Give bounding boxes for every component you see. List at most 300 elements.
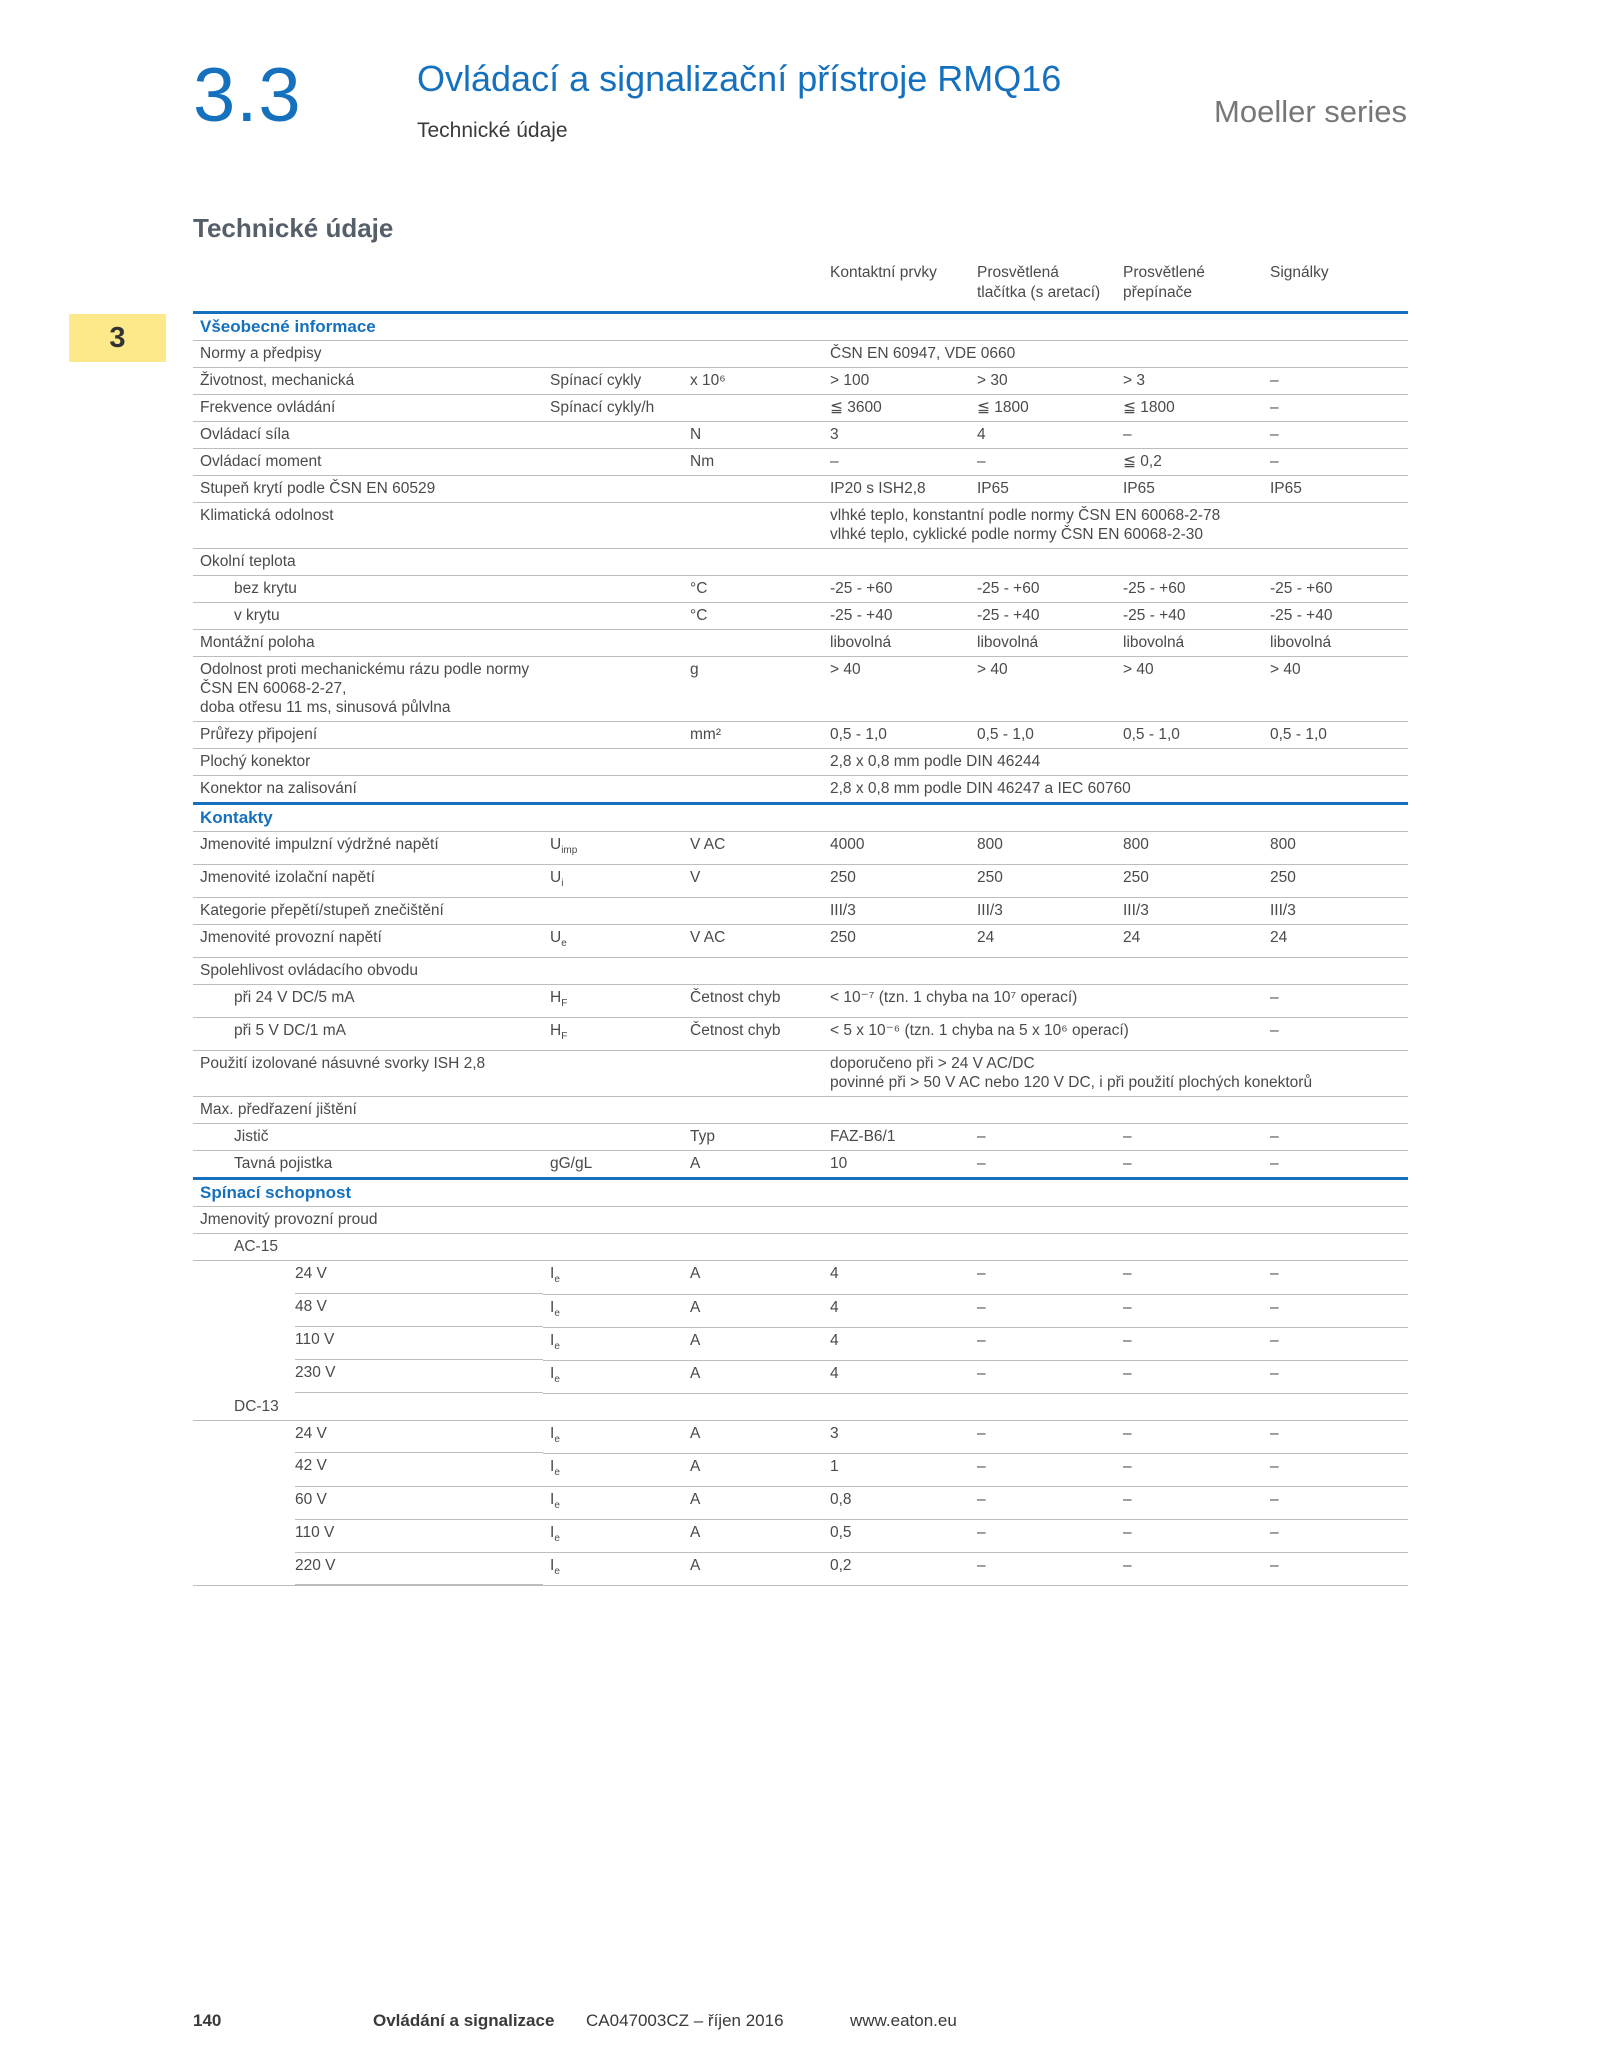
value-cell: ≦ 0,2 — [1116, 449, 1263, 476]
unit-cell: Četnost chyb — [683, 985, 823, 1018]
param-cell — [543, 1124, 683, 1151]
unit-cell — [683, 503, 823, 549]
symbol: I — [550, 1457, 555, 1475]
value-cell: 0,5 - 1,0 — [823, 722, 970, 749]
value-cell: – — [1263, 395, 1408, 422]
table-row — [193, 865, 1408, 898]
table-row — [193, 341, 1408, 368]
param-cell — [543, 476, 683, 503]
row-label: při 24 V DC/5 mA — [193, 985, 543, 1018]
symbol-cell — [543, 1487, 683, 1520]
table-row — [193, 1294, 1408, 1327]
value-cell: IP20 s ISH2,8 — [823, 476, 970, 503]
table-row — [193, 576, 1408, 603]
row-label: Jmenovitý provozní proud — [193, 1207, 1408, 1234]
symbol-cell — [543, 1360, 683, 1393]
value-cell: > 40 — [1263, 657, 1408, 722]
unit-cell: °C — [683, 576, 823, 603]
value-cell: -25 - +60 — [970, 576, 1116, 603]
row-label: při 5 V DC/1 mA — [193, 1018, 543, 1051]
value-cell: – — [1263, 1261, 1408, 1294]
unit-cell: V AC — [683, 832, 823, 865]
table-row — [193, 630, 1408, 657]
symbol-cell — [543, 1520, 683, 1553]
value-cell: 0,8 — [823, 1487, 970, 1520]
symbol: I — [550, 1331, 555, 1349]
value-cell: – — [970, 1261, 1116, 1294]
table-row — [193, 1151, 1408, 1179]
value-cell: -25 - +60 — [1263, 576, 1408, 603]
unit-cell: mm² — [683, 722, 823, 749]
chapter-side-tab: 3 — [69, 314, 166, 362]
value-cell: – — [1263, 368, 1408, 395]
symbol-subscript: i — [561, 878, 564, 890]
row-label — [193, 1520, 543, 1553]
value-cell: 2,8 x 0,8 mm podle DIN 46244 — [823, 749, 1408, 776]
unit-cell: A — [683, 1360, 823, 1393]
value-cell: 250 — [823, 925, 970, 958]
value-cell: 3 — [823, 1420, 970, 1453]
value-cell: 0,5 - 1,0 — [1116, 722, 1263, 749]
value-cell: – — [1116, 1487, 1263, 1520]
unit-cell: A — [683, 1453, 823, 1486]
table-row — [193, 476, 1408, 503]
param-cell — [543, 422, 683, 449]
value-cell: 10 — [823, 1151, 970, 1179]
text-line: doba otřesu 11 ms, sinusová půlvlna — [200, 699, 451, 716]
value-cell: III/3 — [1263, 898, 1408, 925]
param-cell — [543, 657, 683, 722]
value-cell: 250 — [1116, 865, 1263, 898]
param-cell — [543, 630, 683, 657]
table-row — [193, 985, 1408, 1018]
table-row — [193, 1327, 1408, 1360]
page-number: 140 — [193, 2011, 222, 2030]
row-label — [193, 1420, 543, 1453]
unit-cell: A — [683, 1487, 823, 1520]
table-row — [193, 313, 1408, 341]
table-row — [193, 1487, 1408, 1520]
value-cell: 4 — [970, 422, 1116, 449]
symbol: I — [550, 1557, 555, 1575]
voltage-label: 42 V — [295, 1457, 327, 1475]
symbol: U — [550, 869, 562, 887]
text-line: Odolnost proti mechanickému rázu podle normy — [200, 661, 530, 678]
table-row — [193, 722, 1408, 749]
unit-cell: Nm — [683, 449, 823, 476]
value-cell: – — [970, 449, 1116, 476]
row-label: Ovládací moment — [193, 449, 543, 476]
row-label: Kategorie přepětí/stupeň znečištění — [193, 898, 543, 925]
unit-cell: x 10⁶ — [683, 368, 823, 395]
value-cell: III/3 — [1116, 898, 1263, 925]
param-cell — [543, 776, 683, 804]
row-label: Jistič — [193, 1124, 543, 1151]
row-label: Plochý konektor — [193, 749, 543, 776]
param-cell — [543, 749, 683, 776]
section-title: Technické údaje — [193, 213, 394, 243]
table-row — [193, 1207, 1408, 1234]
value-cell: – — [1263, 1294, 1408, 1327]
value-cell: – — [1263, 1151, 1408, 1179]
symbol-cell — [543, 1294, 683, 1327]
symbol-subscript: e — [554, 1274, 560, 1286]
value-cell: -25 - +40 — [823, 603, 970, 630]
row-label: Ovládací síla — [193, 422, 543, 449]
value-cell: 800 — [1263, 832, 1408, 865]
table-row — [193, 1124, 1408, 1151]
value-cell: – — [970, 1487, 1116, 1520]
footer-website: www.eaton.eu — [850, 2011, 957, 2030]
value-cell: – — [1263, 449, 1408, 476]
unit-cell: N — [683, 422, 823, 449]
table-row — [193, 1453, 1408, 1486]
symbol: I — [550, 1265, 555, 1283]
unit-cell: A — [683, 1420, 823, 1453]
symbol-cell — [543, 1261, 683, 1294]
value-cell: ≦ 1800 — [1116, 395, 1263, 422]
value-cell: libovolná — [970, 630, 1116, 657]
param-cell — [543, 898, 683, 925]
unit-cell: A — [683, 1327, 823, 1360]
table-row — [193, 1520, 1408, 1553]
param-cell — [543, 449, 683, 476]
value-cell: – — [1263, 422, 1408, 449]
param-cell — [543, 722, 683, 749]
symbol-subscript: e — [554, 1500, 560, 1512]
symbol-cell — [543, 1453, 683, 1486]
row-label: Jmenovité impulzní výdržné napětí — [193, 832, 543, 865]
text-line: vlhké teplo, konstantní podle normy ČSN EN 60068-2-78 — [830, 507, 1221, 524]
value-cell: – — [970, 1420, 1116, 1453]
value-cell: – — [1263, 1018, 1408, 1051]
unit-cell — [683, 749, 823, 776]
value-cell: 0,2 — [823, 1553, 970, 1586]
value-cell: 4 — [823, 1327, 970, 1360]
symbol-cell — [543, 1018, 683, 1051]
chapter-number: 3.3 — [193, 53, 302, 138]
footer-title: Ovládání a signalizace — [373, 2011, 555, 2030]
unit-cell: A — [683, 1261, 823, 1294]
symbol: I — [550, 1424, 555, 1442]
row-label: v krytu — [193, 603, 543, 630]
row-label: Okolní teplota — [193, 549, 1408, 576]
row-label: Tavná pojistka — [193, 1151, 543, 1179]
value-cell: – — [1263, 985, 1408, 1018]
table-row — [193, 657, 1408, 722]
voltage-label: 220 V — [295, 1556, 336, 1574]
value-cell: – — [970, 1520, 1116, 1553]
value-cell: – — [1263, 1327, 1408, 1360]
value-cell: – — [1116, 1327, 1263, 1360]
unit-cell — [683, 630, 823, 657]
table-row — [193, 1393, 1408, 1420]
value-cell: libovolná — [1116, 630, 1263, 657]
value-cell: – — [970, 1151, 1116, 1179]
symbol-cell — [543, 1327, 683, 1360]
value-cell: – — [970, 1294, 1116, 1327]
value-cell: > 40 — [823, 657, 970, 722]
voltage-label: 48 V — [295, 1298, 327, 1316]
voltage-label: 60 V — [295, 1490, 327, 1508]
row-label: DC-13 — [193, 1393, 1408, 1420]
unit-cell — [683, 898, 823, 925]
value-cell: – — [1263, 1420, 1408, 1453]
value-cell: FAZ-B6/1 — [823, 1124, 970, 1151]
value-cell: 250 — [970, 865, 1116, 898]
symbol-subscript: F — [561, 998, 568, 1010]
value-cell: < 10⁻⁷ (tzn. 1 chyba na 10⁷ operací) — [823, 985, 1263, 1018]
symbol: U — [550, 929, 562, 947]
value-cell: ČSN EN 60947, VDE 0660 — [823, 341, 1408, 368]
value-cell: > 40 — [1116, 657, 1263, 722]
value-cell: – — [970, 1553, 1116, 1586]
param-cell: Spínací cykly/h — [543, 395, 683, 422]
value-cell: 800 — [970, 832, 1116, 865]
table-row — [193, 395, 1408, 422]
row-label — [193, 1487, 543, 1520]
voltage-label: 230 V — [295, 1364, 336, 1382]
row-label: Stupeň krytí podle ČSN EN 60529 — [193, 476, 543, 503]
row-label — [193, 1294, 543, 1327]
symbol-subscript: e — [554, 1307, 560, 1319]
value-cell: – — [1116, 1124, 1263, 1151]
row-label — [193, 1327, 543, 1360]
row-label: Normy a předpisy — [193, 341, 543, 368]
symbol-subscript: e — [561, 938, 567, 950]
section-heading: Všeobecné informace — [193, 313, 1408, 341]
value-cell: libovolná — [823, 630, 970, 657]
row-label: Frekvence ovládání — [193, 395, 543, 422]
value-cell: > 3 — [1116, 368, 1263, 395]
value-cell: – — [1263, 1520, 1408, 1553]
row-label — [193, 1261, 543, 1294]
value-cell: 2,8 x 0,8 mm podle DIN 46247 a IEC 60760 — [823, 776, 1408, 804]
section-heading: Spínací schopnost — [193, 1179, 1408, 1207]
column-header: Signálky — [1270, 264, 1329, 281]
symbol-cell — [543, 985, 683, 1018]
value-cell: – — [1263, 1453, 1408, 1486]
text-line: ČSN EN 60068-2-27, — [200, 680, 347, 697]
table-row — [193, 1234, 1408, 1261]
unit-cell — [683, 776, 823, 804]
table-row — [193, 925, 1408, 958]
value-cell: – — [1116, 1520, 1263, 1553]
voltage-label: 24 V — [295, 1265, 327, 1283]
value-cell: – — [1116, 422, 1263, 449]
value-cell: IP65 — [1116, 476, 1263, 503]
param-cell — [543, 603, 683, 630]
value-cell: III/3 — [823, 898, 970, 925]
symbol-cell — [543, 865, 683, 898]
unit-cell: °C — [683, 603, 823, 630]
value-cell: – — [1116, 1360, 1263, 1393]
value-cell: 1 — [823, 1453, 970, 1486]
symbol: I — [550, 1491, 555, 1509]
value-cell: > 100 — [823, 368, 970, 395]
row-label — [193, 1453, 543, 1486]
symbol-subscript: e — [554, 1433, 560, 1445]
value-cell: 24 — [970, 925, 1116, 958]
series-label: Moeller series — [1214, 94, 1407, 129]
symbol-subscript: e — [554, 1533, 560, 1545]
row-label: Průřezy připojení — [193, 722, 543, 749]
column-header: Prosvětlené přepínače — [1123, 264, 1205, 301]
value-cell: – — [1263, 1553, 1408, 1586]
table-row — [193, 503, 1408, 549]
value-cell: – — [823, 449, 970, 476]
row-label — [193, 1360, 543, 1393]
value-cell: – — [1116, 1453, 1263, 1486]
param-cell — [543, 503, 683, 549]
unit-cell: A — [683, 1294, 823, 1327]
value-cell: 24 — [1116, 925, 1263, 958]
row-label — [193, 1553, 543, 1586]
page-subtitle: Technické údaje — [417, 119, 568, 142]
value-cell: 24 — [1263, 925, 1408, 958]
table-row — [193, 776, 1408, 804]
column-header: Kontaktní prvky — [830, 264, 937, 281]
row-label: Životnost, mechanická — [193, 368, 543, 395]
param-cell: gG/gL — [543, 1151, 683, 1179]
value-cell: > 30 — [970, 368, 1116, 395]
table-row — [193, 449, 1408, 476]
symbol: I — [550, 1364, 555, 1382]
value-cell: 3 — [823, 422, 970, 449]
row-label: Použití izolované násuvné svorky ISH 2,8 — [193, 1051, 543, 1097]
table-row — [193, 603, 1408, 630]
table-row — [193, 832, 1408, 865]
value-cell: < 5 x 10⁻⁶ (tzn. 1 chyba na 5 x 10⁶ operací) — [823, 1018, 1263, 1051]
section-heading: Kontakty — [193, 804, 1408, 832]
unit-cell: V AC — [683, 925, 823, 958]
voltage-label: 24 V — [295, 1424, 327, 1442]
value-cell: 4 — [823, 1261, 970, 1294]
table-row — [193, 1553, 1408, 1586]
value-cell: – — [970, 1453, 1116, 1486]
unit-cell: A — [683, 1553, 823, 1586]
value-cell: – — [1263, 1124, 1408, 1151]
table-row — [193, 804, 1408, 832]
unit-cell: g — [683, 657, 823, 722]
value-cell: – — [1116, 1553, 1263, 1586]
unit-cell — [683, 341, 823, 368]
value-cell: 250 — [823, 865, 970, 898]
symbol-subscript: e — [554, 1566, 560, 1578]
symbol: I — [550, 1524, 555, 1542]
column-header: Prosvětlená tlačítka (s aretací) — [977, 264, 1101, 301]
unit-cell: A — [683, 1520, 823, 1553]
value-cell: -25 - +40 — [970, 603, 1116, 630]
value-cell: – — [1263, 1487, 1408, 1520]
value-cell: 4 — [823, 1294, 970, 1327]
row-label: Max. předřazení jištění — [193, 1097, 1408, 1124]
table-row — [193, 958, 1408, 985]
unit-cell: Četnost chyb — [683, 1018, 823, 1051]
value-cell — [823, 503, 1408, 549]
text-line: vlhké teplo, cyklické podle normy ČSN EN 60068-2-30 — [830, 526, 1204, 543]
value-cell: 0,5 — [823, 1520, 970, 1553]
value-cell: – — [1116, 1420, 1263, 1453]
value-cell: – — [970, 1124, 1116, 1151]
table-row — [193, 549, 1408, 576]
value-cell: III/3 — [970, 898, 1116, 925]
value-cell: 0,5 - 1,0 — [1263, 722, 1408, 749]
symbol-cell — [543, 925, 683, 958]
symbol: H — [550, 989, 562, 1007]
technical-data-table — [193, 260, 1408, 1586]
symbol: I — [550, 1298, 555, 1316]
row-label: Montážní poloha — [193, 630, 543, 657]
voltage-label: 110 V — [295, 1523, 335, 1541]
symbol-cell — [543, 832, 683, 865]
value-cell: -25 - +40 — [1263, 603, 1408, 630]
param-cell: Spínací cykly — [543, 368, 683, 395]
symbol: H — [550, 1022, 562, 1040]
value-cell: -25 - +40 — [1116, 603, 1263, 630]
value-cell: 800 — [1116, 832, 1263, 865]
row-label: Jmenovité provozní napětí — [193, 925, 543, 958]
row-label: AC-15 — [193, 1234, 1408, 1261]
symbol-subscript: e — [554, 1340, 560, 1352]
row-label: bez krytu — [193, 576, 543, 603]
table-row — [193, 1097, 1408, 1124]
row-label: Konektor na zalisování — [193, 776, 543, 804]
table-row — [193, 1051, 1408, 1097]
param-cell — [543, 576, 683, 603]
unit-cell: Typ — [683, 1124, 823, 1151]
value-cell: ≦ 3600 — [823, 395, 970, 422]
table-row — [193, 1420, 1408, 1453]
symbol-cell — [543, 1553, 683, 1586]
value-cell: IP65 — [1263, 476, 1408, 503]
text-line: doporučeno při > 24 V AC/DC — [830, 1055, 1035, 1073]
table-row — [193, 1018, 1408, 1051]
symbol-subscript: imp — [561, 845, 578, 857]
row-label — [193, 657, 543, 722]
param-cell — [543, 341, 683, 368]
table-row — [193, 422, 1408, 449]
value-cell: – — [1116, 1294, 1263, 1327]
text-line: povinné při > 50 V AC nebo 120 V DC, i při použití plochých konektorů — [830, 1074, 1313, 1092]
unit-cell: A — [683, 1151, 823, 1179]
row-label: Klimatická odolnost — [193, 503, 543, 549]
symbol-subscript: e — [554, 1373, 560, 1385]
value-cell: libovolná — [1263, 630, 1408, 657]
value-cell: – — [1116, 1151, 1263, 1179]
table-row — [193, 898, 1408, 925]
value-cell: -25 - +60 — [1116, 576, 1263, 603]
value-cell: – — [1116, 1261, 1263, 1294]
page-title: Ovládací a signalizační přístroje RMQ16 — [417, 58, 1062, 99]
table-row — [193, 368, 1408, 395]
value-cell — [823, 1051, 1408, 1097]
value-cell: > 40 — [970, 657, 1116, 722]
column-header-row — [193, 260, 1408, 313]
table-row — [193, 1179, 1408, 1207]
value-cell: -25 - +60 — [823, 576, 970, 603]
value-cell: 4 — [823, 1360, 970, 1393]
symbol-subscript: F — [561, 1031, 568, 1043]
value-cell: IP65 — [970, 476, 1116, 503]
table-row — [193, 749, 1408, 776]
symbol-subscript: e — [554, 1467, 560, 1479]
param-cell — [543, 1051, 683, 1097]
value-cell: – — [970, 1327, 1116, 1360]
value-cell: – — [970, 1360, 1116, 1393]
unit-cell — [683, 395, 823, 422]
symbol-cell — [543, 1420, 683, 1453]
